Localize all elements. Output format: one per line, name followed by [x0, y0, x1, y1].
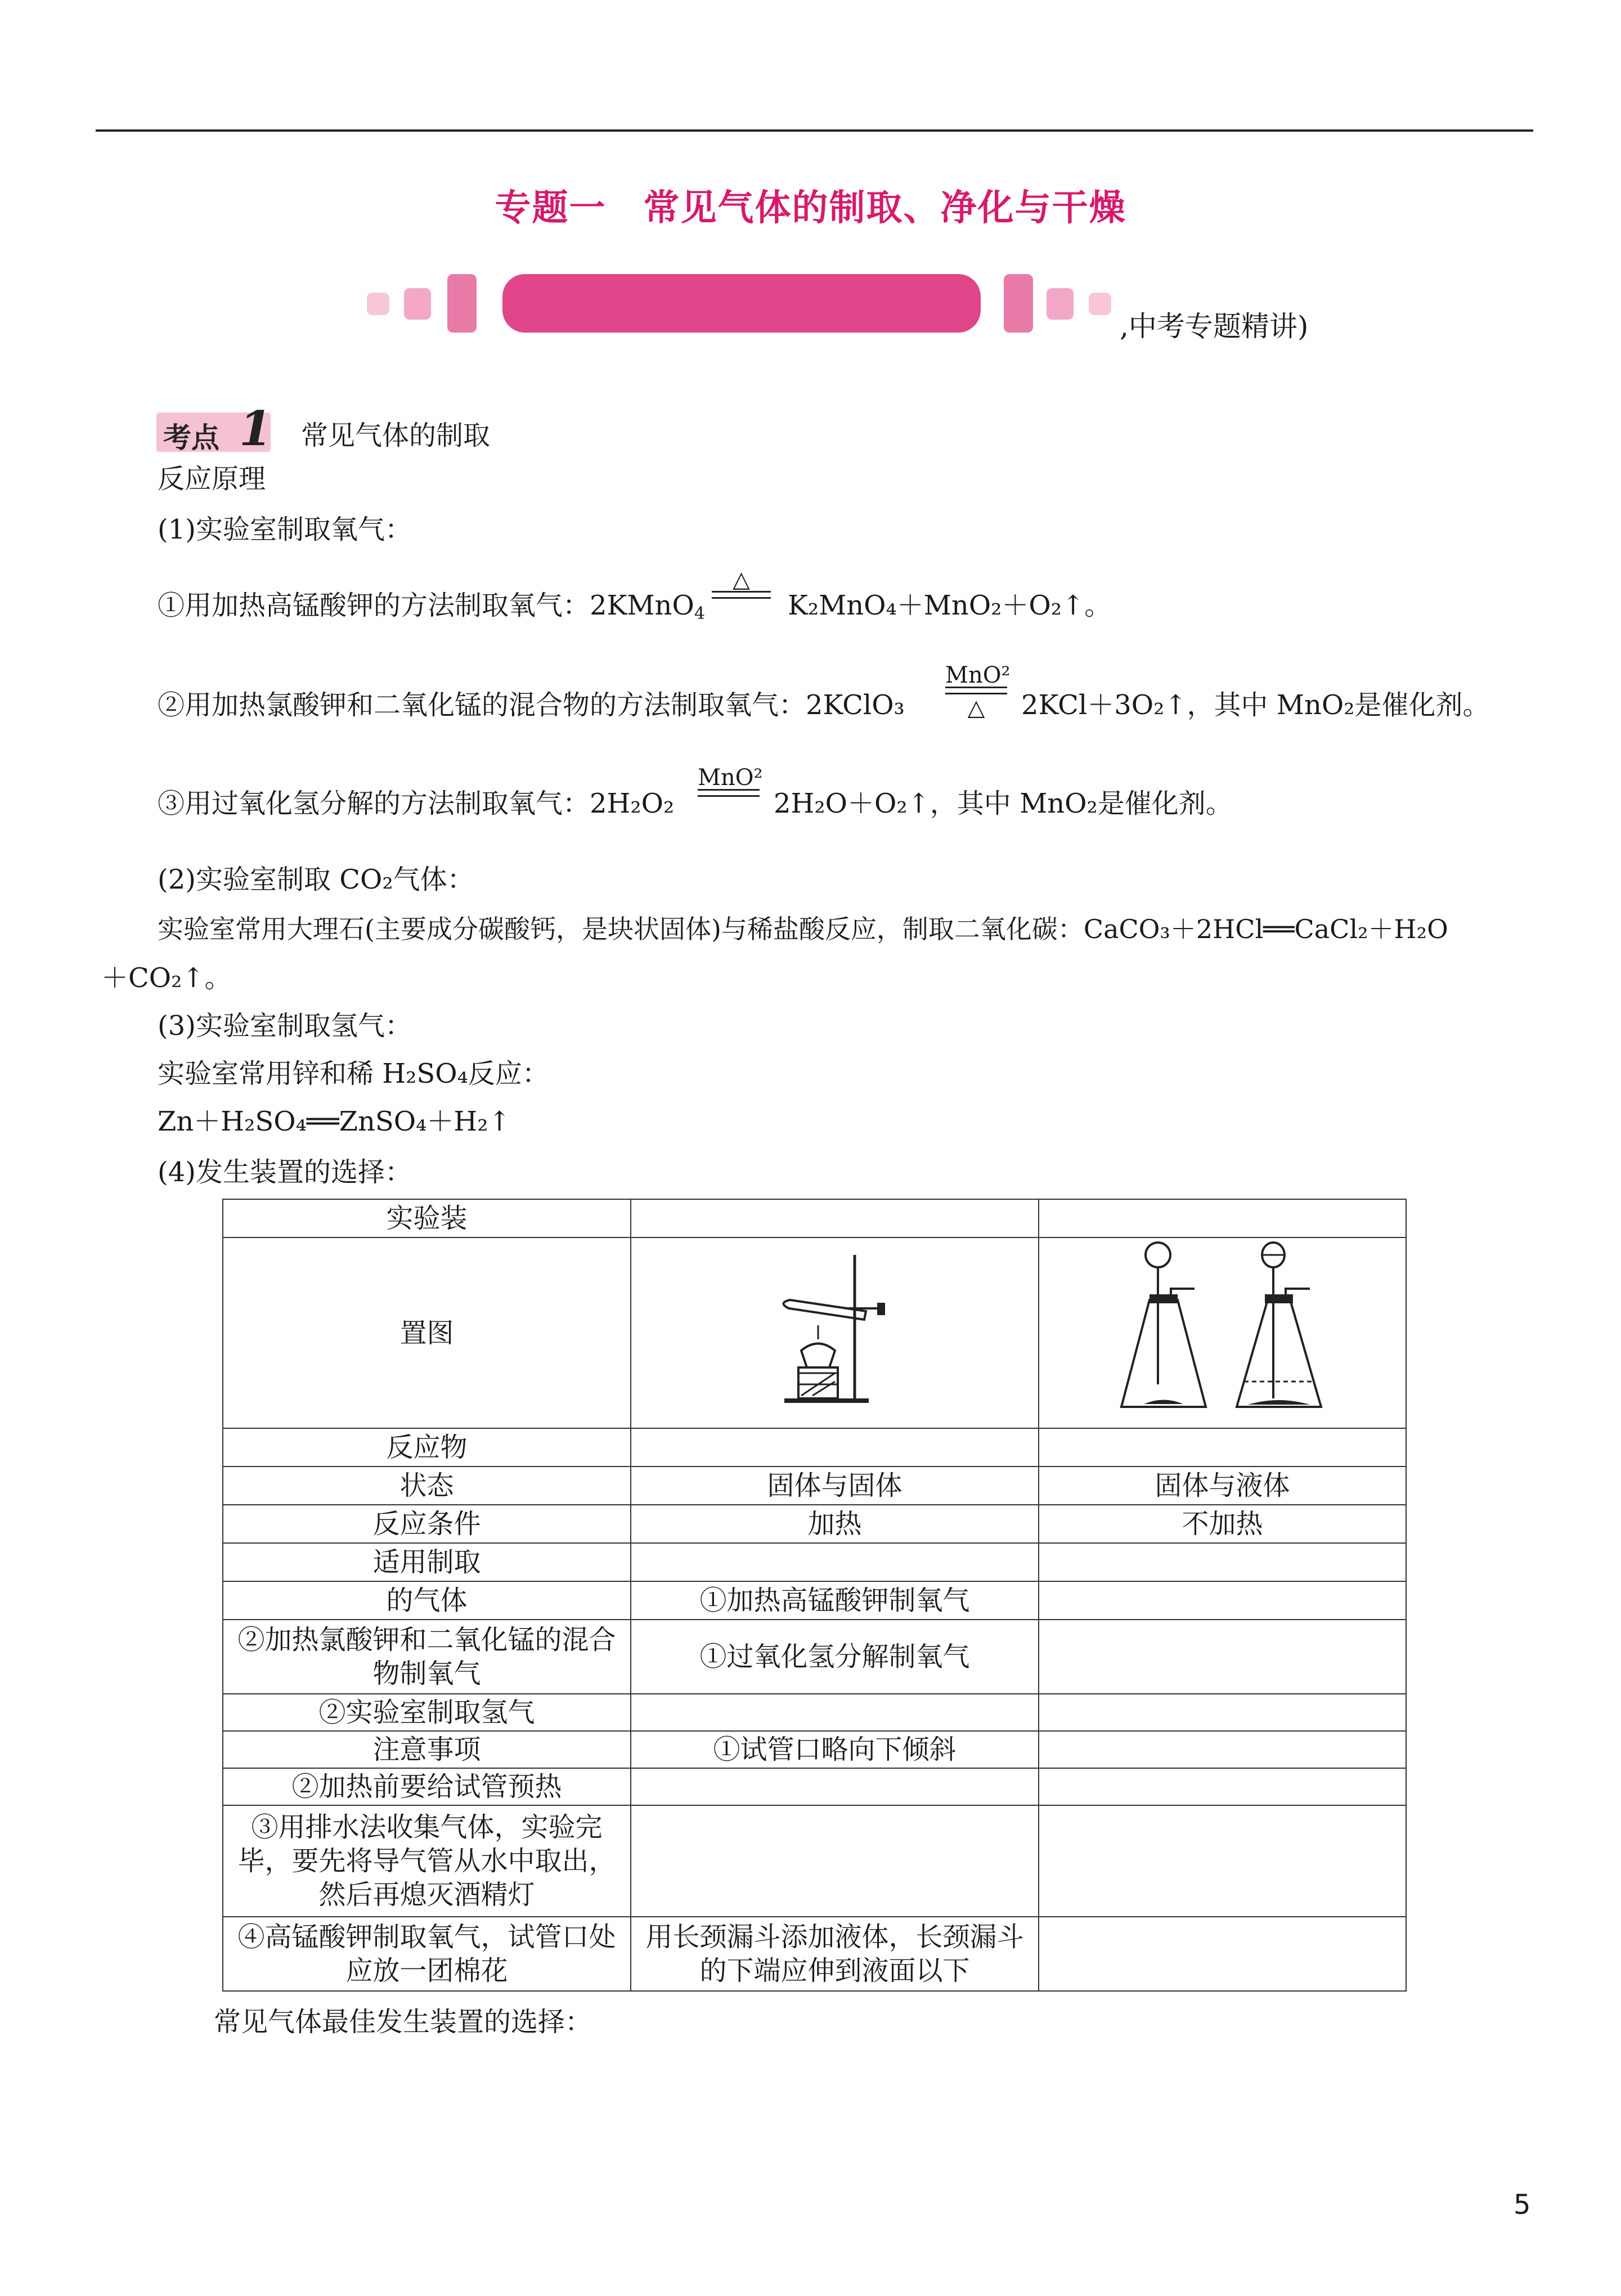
table-cell: 用长颈漏斗添加液体，长颈漏斗的下端应伸到液面以下 [631, 1917, 1039, 1991]
table-row [223, 1917, 1406, 1991]
table-cell [1039, 1731, 1406, 1768]
table-cell: ②加热氯酸钾和二氧化锰的混合物制氧气 [223, 1620, 631, 1694]
table-cell: ①过氧化氢分解制氧气 [631, 1620, 1039, 1694]
oxygen-method2: ②用加热氯酸钾和二氧化锰的混合物的方法制取氧气：2KClO₃ [158, 689, 905, 721]
table-cell: ①试管口略向下倾斜 [631, 1731, 1039, 1768]
table-cell: 固体与液体 [1039, 1467, 1406, 1505]
table-cell: 反应物 [223, 1428, 631, 1467]
table-cell: 的气体 [223, 1581, 631, 1620]
table-cell [1039, 1237, 1406, 1428]
banner-square [1004, 274, 1033, 333]
table-cell [631, 1768, 1039, 1805]
table-cell: ④高锰酸钾制取氧气，试管口处应放一团棉花 [223, 1917, 631, 1991]
table-cell [1039, 1428, 1406, 1467]
co2-line2: ＋CO₂↑。 [101, 962, 232, 994]
table-row [223, 1237, 1406, 1428]
method1-rhs: K₂MnO₄＋MnO₂＋O₂↑。 [788, 590, 1112, 621]
table-cell [1039, 1581, 1406, 1620]
h2-equation: Zn＋H₂SO₄══ZnSO₄＋H₂↑ [158, 1106, 511, 1137]
table-row [223, 1694, 1406, 1731]
table-cell: 不加热 [1039, 1505, 1406, 1543]
table-row [223, 1731, 1406, 1768]
flask-apparatus-icon [1104, 1238, 1341, 1418]
method2-cond-bot: △ [967, 695, 985, 721]
table-cell [631, 1805, 1039, 1917]
banner-bar [502, 274, 981, 333]
table-cell: ①加热高锰酸钾制氧气 [631, 1581, 1039, 1620]
table-row [223, 1768, 1406, 1805]
section-heading: 反应原理 [158, 463, 266, 495]
method1-condition [712, 568, 771, 599]
co2-line1: 实验室常用大理石(主要成分碳酸钙，是块状固体)与稀盐酸反应，制取二氧化碳：CaCO₃＋2HCl══CaCl₂＋H₂O [158, 914, 1448, 944]
h2-heading: (3)实验室制取氢气： [158, 1010, 412, 1042]
table-cell: ③用排水法收集气体，实验完毕，要先将导气管从水中取出，然后再熄灭酒精灯 [223, 1805, 631, 1917]
table-cell: 加热 [631, 1505, 1039, 1543]
method1-cond-top: △ [733, 567, 750, 593]
banner-caption: ,中考专题精讲) [1120, 310, 1309, 343]
table-cell: ②加热前要给试管预热 [223, 1768, 631, 1805]
oxygen-method1: ①用加热高锰酸钾的方法制取氧气：2KMnO$_4$ [158, 590, 705, 624]
table-cell [631, 1428, 1039, 1467]
page-title: 专题一 常见气体的制取、净化与干燥 [495, 187, 1126, 229]
table-cell: ②实验室制取氢气 [223, 1694, 631, 1731]
banner-square [447, 274, 477, 333]
table-cell: 固体与固体 [631, 1467, 1039, 1505]
method2-cond-top: MnO² [945, 662, 1011, 688]
table-cell [1039, 1694, 1406, 1731]
table-cell [631, 1543, 1039, 1581]
table-row [223, 1620, 1406, 1694]
table-cell [1039, 1620, 1406, 1694]
method3-condition [698, 765, 763, 797]
heating-apparatus-icon [767, 1246, 902, 1410]
device-table [222, 1199, 1407, 1992]
table-row [223, 1543, 1406, 1581]
table-cell [1039, 1199, 1406, 1237]
method3-cond-top: MnO² [698, 765, 763, 791]
kaodian-number: 1 [239, 401, 272, 456]
page-number: 5 [1514, 2189, 1531, 2221]
table-cell [1039, 1917, 1406, 1991]
table-cell [1039, 1543, 1406, 1581]
table-cell: 置图 [223, 1237, 631, 1428]
table-cell [631, 1237, 1039, 1428]
table-cell: 实验装 [223, 1199, 631, 1237]
banner-square [367, 293, 389, 315]
table-cell [631, 1199, 1039, 1237]
method1-prefix: ①用加热高锰酸钾的方法制取氧气：2KMnO [158, 590, 694, 621]
table-cell [631, 1694, 1039, 1731]
table-cell: 状态 [223, 1467, 631, 1505]
kaodian-label: 考点 [163, 421, 219, 454]
table-cell: 适用制取 [223, 1543, 631, 1581]
oxygen-heading: (1)实验室制取氧气： [158, 514, 412, 545]
header-rule [96, 129, 1533, 132]
h2-line1: 实验室常用锌和稀 H₂SO₄反应： [158, 1058, 549, 1089]
table-row [223, 1505, 1406, 1543]
table-row [223, 1467, 1406, 1505]
table-row [223, 1199, 1406, 1237]
banner-square [404, 288, 431, 320]
banner-square [1047, 288, 1074, 320]
co2-heading: (2)实验室制取 CO₂气体： [158, 864, 474, 895]
table-cell: 注意事项 [223, 1731, 631, 1768]
table-cell: 反应条件 [223, 1505, 631, 1543]
kaodian-heading: 常见气体的制取 [301, 420, 491, 451]
footer-text: 常见气体最佳发生装置的选择： [214, 2006, 592, 2038]
table-row [223, 1581, 1406, 1620]
table-row [223, 1428, 1406, 1467]
table-row [223, 1805, 1406, 1917]
method2-condition [945, 662, 1011, 721]
method3-rhs: 2H₂O＋O₂↑，其中 MnO₂是催化剂。 [774, 788, 1233, 819]
banner-square [1089, 293, 1111, 315]
table-cell [1039, 1768, 1406, 1805]
table-cell [1039, 1805, 1406, 1917]
method2-rhs: 2KCl＋3O₂↑，其中 MnO₂是催化剂。 [1021, 689, 1490, 721]
device-heading: (4)发生装置的选择： [158, 1156, 412, 1188]
oxygen-method3: ③用过氧化氢分解的方法制取氧气：2H₂O₂ [158, 788, 675, 819]
